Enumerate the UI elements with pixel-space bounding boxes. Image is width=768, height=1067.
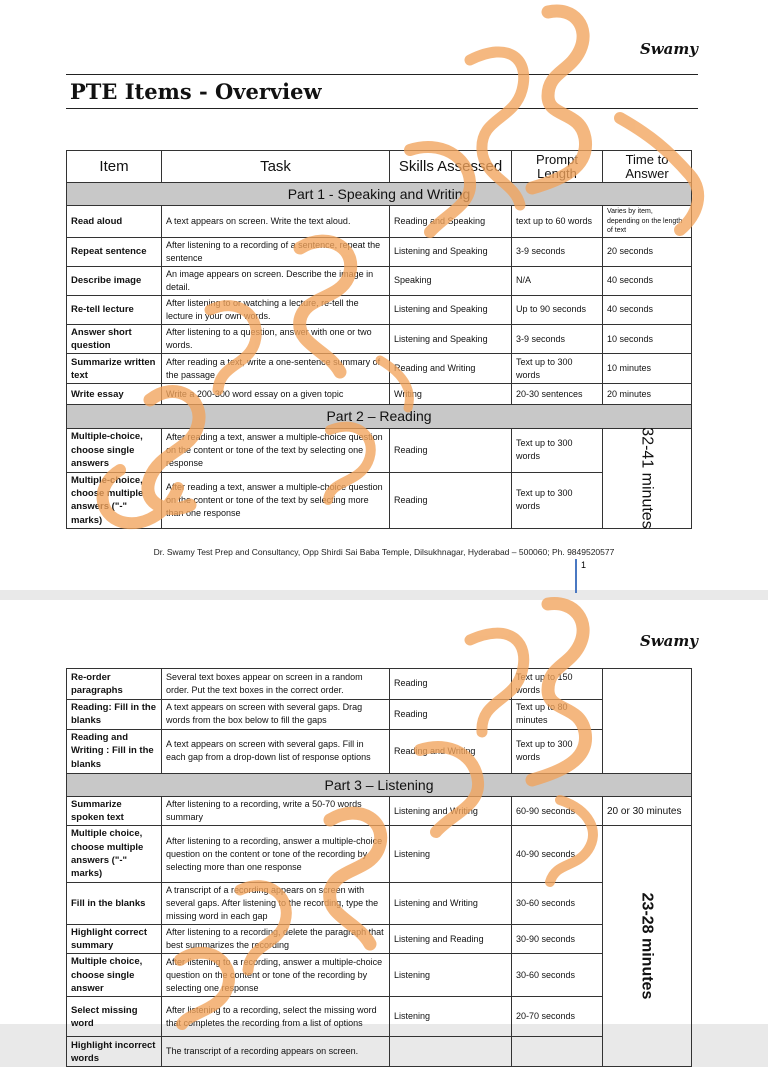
page-title: PTE Items - Overview [70, 79, 322, 104]
item-cell: Describe image [67, 266, 162, 295]
prompt-cell: Text up to 300 words [512, 472, 603, 528]
skills-cell: Reading [390, 428, 512, 472]
skills-cell: Speaking [390, 266, 512, 295]
prompt-cell: 30-90 seconds [512, 924, 603, 954]
prompt-cell: Text up to 300 words [512, 729, 603, 773]
skills-cell: Reading and Writing [390, 729, 512, 773]
header-prompt-length: Prompt Length [512, 151, 603, 183]
prompt-cell: 20-70 seconds [512, 997, 603, 1037]
table-row [67, 206, 692, 237]
time-cell: 10 minutes [603, 354, 692, 384]
skills-cell: Listening and Speaking [390, 324, 512, 354]
table-row [67, 997, 692, 1037]
table-row [67, 882, 692, 924]
skills-cell: Listening [390, 954, 512, 997]
task-cell: A text appears on screen. Write the text aloud. [162, 206, 390, 237]
skills-cell: Reading [390, 472, 512, 528]
item-cell: Re-tell lecture [67, 295, 162, 324]
task-cell: After reading a text, write a one-sentence summary of the passage [162, 354, 390, 384]
item-cell: Reading: Fill in the blanks [67, 700, 162, 730]
title-bar [66, 74, 698, 109]
time-cell: 40 seconds [603, 295, 692, 324]
item-cell: Re-order paragraphs [67, 669, 162, 700]
prompt-cell: Up to 90 seconds [512, 295, 603, 324]
prompt-cell: 40-90 seconds [512, 826, 603, 882]
brand-signature: Swamy [639, 40, 698, 58]
page-footer: Dr. Swamy Test Prep and Consultancy, Opp Shirdi Sai Baba Temple, Dilsukhnagar, Hyderabad – 500060; Ph. 9849520577 [153, 547, 615, 557]
item-cell: Multiple-choice, choose single answers [67, 428, 162, 472]
table-row [67, 472, 692, 528]
time-cell: 20 minutes [603, 384, 692, 405]
table-row [67, 266, 692, 295]
task-cell: After listening to a recording, delete the paragraph that best summarizes the recording [162, 924, 390, 954]
header-item: Item [67, 151, 162, 183]
item-cell: Highlight incorrect words [67, 1037, 162, 1067]
item-cell: Write essay [67, 384, 162, 405]
skills-cell: Listening and Reading [390, 924, 512, 954]
page-number-bar [575, 559, 577, 593]
prompt-cell: Text up to 150 words [512, 669, 603, 700]
table-row [67, 796, 692, 826]
table-row [67, 729, 692, 773]
task-cell: After listening to a recording, write a 50-70 words summary [162, 796, 390, 826]
page-number: 1 [581, 560, 587, 570]
task-cell: Several text boxes appear on screen in a random order. Put the text boxes in the correct order. [162, 669, 390, 700]
time-cell: 10 seconds [603, 324, 692, 354]
prompt-cell: 3-9 seconds [512, 324, 603, 354]
item-cell: Summarize written text [67, 354, 162, 384]
table-row [67, 324, 692, 354]
header-task: Task [162, 151, 390, 183]
skills-cell: Writing [390, 384, 512, 405]
skills-cell: Listening and Writing [390, 796, 512, 826]
table-header-row [67, 151, 692, 183]
item-cell: Select missing word [67, 997, 162, 1037]
item-cell: Summarize spoken text [67, 796, 162, 826]
overview-table-part2-continued [66, 668, 692, 1067]
table-row [67, 1037, 692, 1067]
prompt-cell: 30-60 seconds [512, 954, 603, 997]
prompt-cell: Text up to 300 words [512, 354, 603, 384]
skills-cell: Listening [390, 997, 512, 1037]
table-row [67, 237, 692, 266]
skills-cell: Reading and Speaking [390, 206, 512, 237]
item-cell: Fill in the blanks [67, 882, 162, 924]
section-heading-part2: Part 2 – Reading [67, 405, 692, 428]
task-cell: After listening to a recording, answer a multiple-choice question on the content or tone of the recording by selecting more than one response [162, 826, 390, 882]
section-heading-part1: Part 1 - Speaking and Writing [67, 183, 692, 206]
skills-cell: Listening and Speaking [390, 237, 512, 266]
task-cell: After listening to a recording, answer a multiple-choice question on the content or tone of the recording by selecting one response [162, 954, 390, 997]
skills-cell: Listening and Writing [390, 882, 512, 924]
skills-cell: Reading [390, 700, 512, 730]
overview-table-part1 [66, 150, 692, 529]
task-cell: A text appears on screen with several gaps. Drag words from the box below to fill the gaps [162, 700, 390, 730]
task-cell: After listening to a recording of a sentence, repeat the sentence [162, 237, 390, 266]
header-skills: Skills Assessed [390, 151, 512, 183]
task-cell: After reading a text, answer a multiple-choice question on the content or tone of the text by selecting more than one response [162, 472, 390, 528]
prompt-cell: N/A [512, 266, 603, 295]
task-cell: A transcript of a recording appears on screen with several gaps. After listening to the recording, type the missing word in each gap [162, 882, 390, 924]
part2-time-label: 32-41 minutes [638, 427, 656, 530]
skills-cell: Reading [390, 669, 512, 700]
prompt-cell [512, 1037, 603, 1067]
task-cell: A text appears on screen with several gaps. Fill in each gap from a drop-down list of response options [162, 729, 390, 773]
task-cell: After reading a text, answer a multiple-choice question on the content or tone of the text by selecting one response [162, 428, 390, 472]
table-row [67, 954, 692, 997]
part3-time-label: 23-28 minutes [638, 893, 656, 1000]
prompt-cell: Text up to 300 words [512, 428, 603, 472]
skills-cell: Reading and Writing [390, 354, 512, 384]
table-row [67, 669, 692, 700]
task-cell: The transcript of a recording appears on screen. [162, 1037, 390, 1067]
time-cell: 20 seconds [603, 237, 692, 266]
prompt-cell: 60-90 seconds [512, 796, 603, 826]
part3-time-cell [603, 826, 692, 1067]
header-time-to-answer: Time to Answer [603, 151, 692, 183]
skills-cell [390, 1037, 512, 1067]
table-row [67, 354, 692, 384]
brand-signature: Swamy [639, 632, 698, 650]
item-cell: Multiple choice, choose single answer [67, 954, 162, 997]
skills-cell: Listening and Speaking [390, 295, 512, 324]
item-cell: Answer short question [67, 324, 162, 354]
table-row [67, 295, 692, 324]
item-cell: Multiple-choice, choose multiple answers ("-" marks) [67, 472, 162, 528]
time-cell: Varies by item, depending on the length of text [603, 206, 692, 237]
reading-time-cell [603, 669, 692, 774]
table-row [67, 700, 692, 730]
item-cell: Reading and Writing : Fill in the blanks [67, 729, 162, 773]
task-cell: After listening to a recording, select the missing word that completes the recording from a list of options [162, 997, 390, 1037]
time-cell: 40 seconds [603, 266, 692, 295]
part2-time-cell [603, 428, 692, 528]
item-cell: Repeat sentence [67, 237, 162, 266]
task-cell: After listening to a question, answer with one or two words. [162, 324, 390, 354]
table-row [67, 826, 692, 882]
prompt-cell: 20-30 sentences [512, 384, 603, 405]
prompt-cell: text up to 60 words [512, 206, 603, 237]
task-cell: An image appears on screen. Describe the image in detail. [162, 266, 390, 295]
section-heading-part3: Part 3 – Listening [67, 773, 692, 796]
task-cell: After listening to or watching a lecture, re-tell the lecture in your own words. [162, 295, 390, 324]
skills-cell: Listening [390, 826, 512, 882]
time-cell: 20 or 30 minutes [603, 796, 692, 826]
item-cell: Highlight correct summary [67, 924, 162, 954]
table-row [67, 428, 692, 472]
item-cell: Multiple choice, choose multiple answers ("-" marks) [67, 826, 162, 882]
document-page-2 [0, 600, 768, 1064]
table-row [67, 384, 692, 405]
prompt-cell: Text up to 80 minutes [512, 700, 603, 730]
item-cell: Read aloud [67, 206, 162, 237]
task-cell: Write a 200-300 word essay on a given topic [162, 384, 390, 405]
table-row [67, 924, 692, 954]
prompt-cell: 30-60 seconds [512, 882, 603, 924]
prompt-cell: 3-9 seconds [512, 237, 603, 266]
